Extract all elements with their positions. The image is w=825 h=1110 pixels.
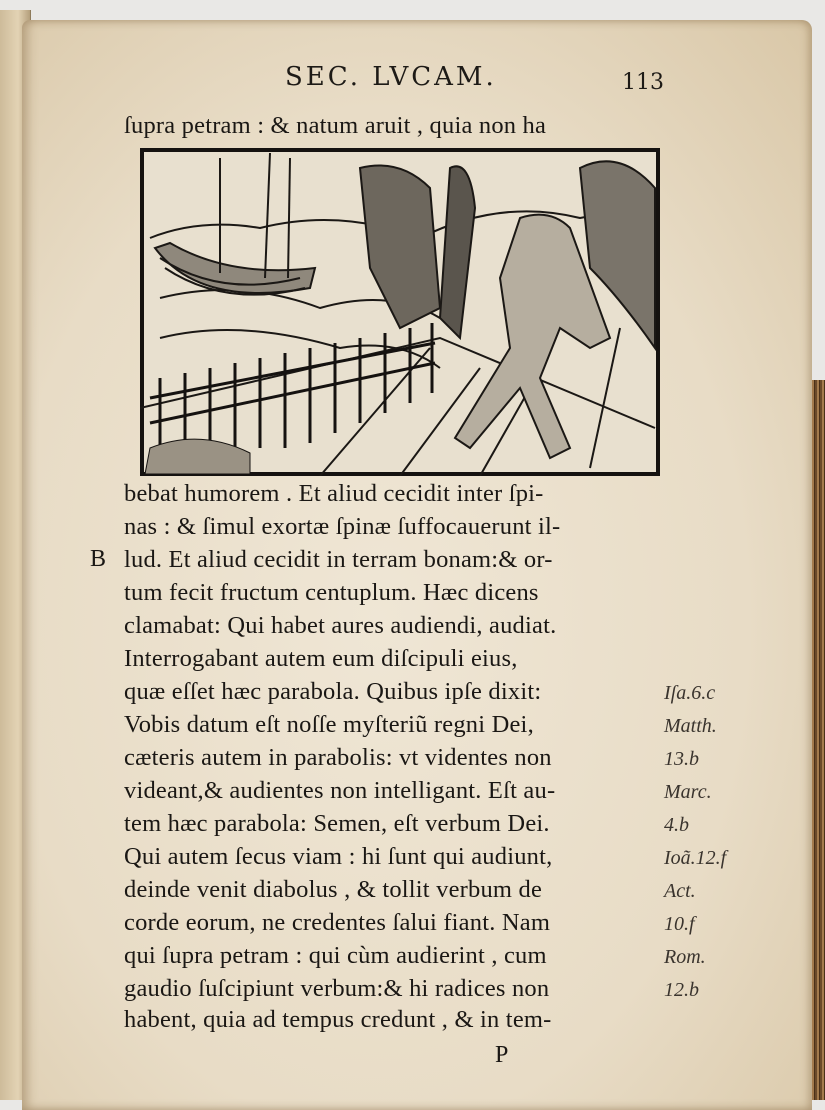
text-line: cæteris autem in parabolis: vt videntes non xyxy=(124,744,552,771)
text-line: tum fecit fructum centuplum. Hæc dicens xyxy=(124,579,539,606)
text-line: Vobis datum eſt noſſe myſteriũ regni Dei, xyxy=(124,711,534,738)
margin-note: Act. xyxy=(664,880,696,902)
text-line: deinde venit diabolus , & tollit verbum de xyxy=(124,876,543,903)
text-line: bebat humorem . Et aliud cecidit inter ſpi- xyxy=(124,480,544,507)
page-number: 113 xyxy=(622,70,664,95)
section-marker: B xyxy=(90,546,107,572)
text-line: Qui autem ſecus viam : hi ſunt qui audiunt, xyxy=(124,843,553,870)
margin-note: 13.b xyxy=(664,748,699,770)
running-title: SEC. LVCAM. xyxy=(285,62,497,92)
text-line: gaudio ſuſcipiunt verbum:& hi radices non xyxy=(124,975,550,1002)
signature-mark: P xyxy=(495,1042,509,1068)
text-line: lud. Et aliud cecidit in terram bonam:& or- xyxy=(124,546,553,573)
text-line: quæ eſſet hæc parabola. Quibus ipſe dixit: xyxy=(124,678,542,705)
margin-note: 10.f xyxy=(664,913,695,935)
text-line: habent, quia ad tempus credunt , & in tem- xyxy=(124,1006,552,1033)
margin-note: 4.b xyxy=(664,814,689,836)
text-line: videant,& audientes non intelligant. Eſt au- xyxy=(124,777,556,804)
text-line: nas : & ſimul exortæ ſpinæ ſuffocauerunt il- xyxy=(124,513,561,540)
margin-note: Ioã.12.f xyxy=(664,847,727,869)
margin-note: Iſa.6.c xyxy=(664,682,716,704)
woodcut-illustration-icon xyxy=(140,148,660,476)
text-line: ſupra petram : & natum aruit , quia non ha xyxy=(124,112,547,139)
margin-note: Marc. xyxy=(664,781,712,803)
margin-note: Rom. xyxy=(664,946,706,968)
text-line: corde eorum, ne credentes ſalui fiant. Nam xyxy=(124,909,551,936)
text-line: clamabat: Qui habet aures audiendi, audiat. xyxy=(124,612,557,639)
margin-note: 12.b xyxy=(664,979,699,1001)
text-line: tem hæc parabola: Semen, eſt verbum Dei. xyxy=(124,810,550,837)
text-line: Interrogabant autem eum diſcipuli eius, xyxy=(124,645,518,672)
text-line: qui ſupra petram : qui cùm audierint , cum xyxy=(124,942,547,969)
margin-note: Matth. xyxy=(664,715,717,737)
